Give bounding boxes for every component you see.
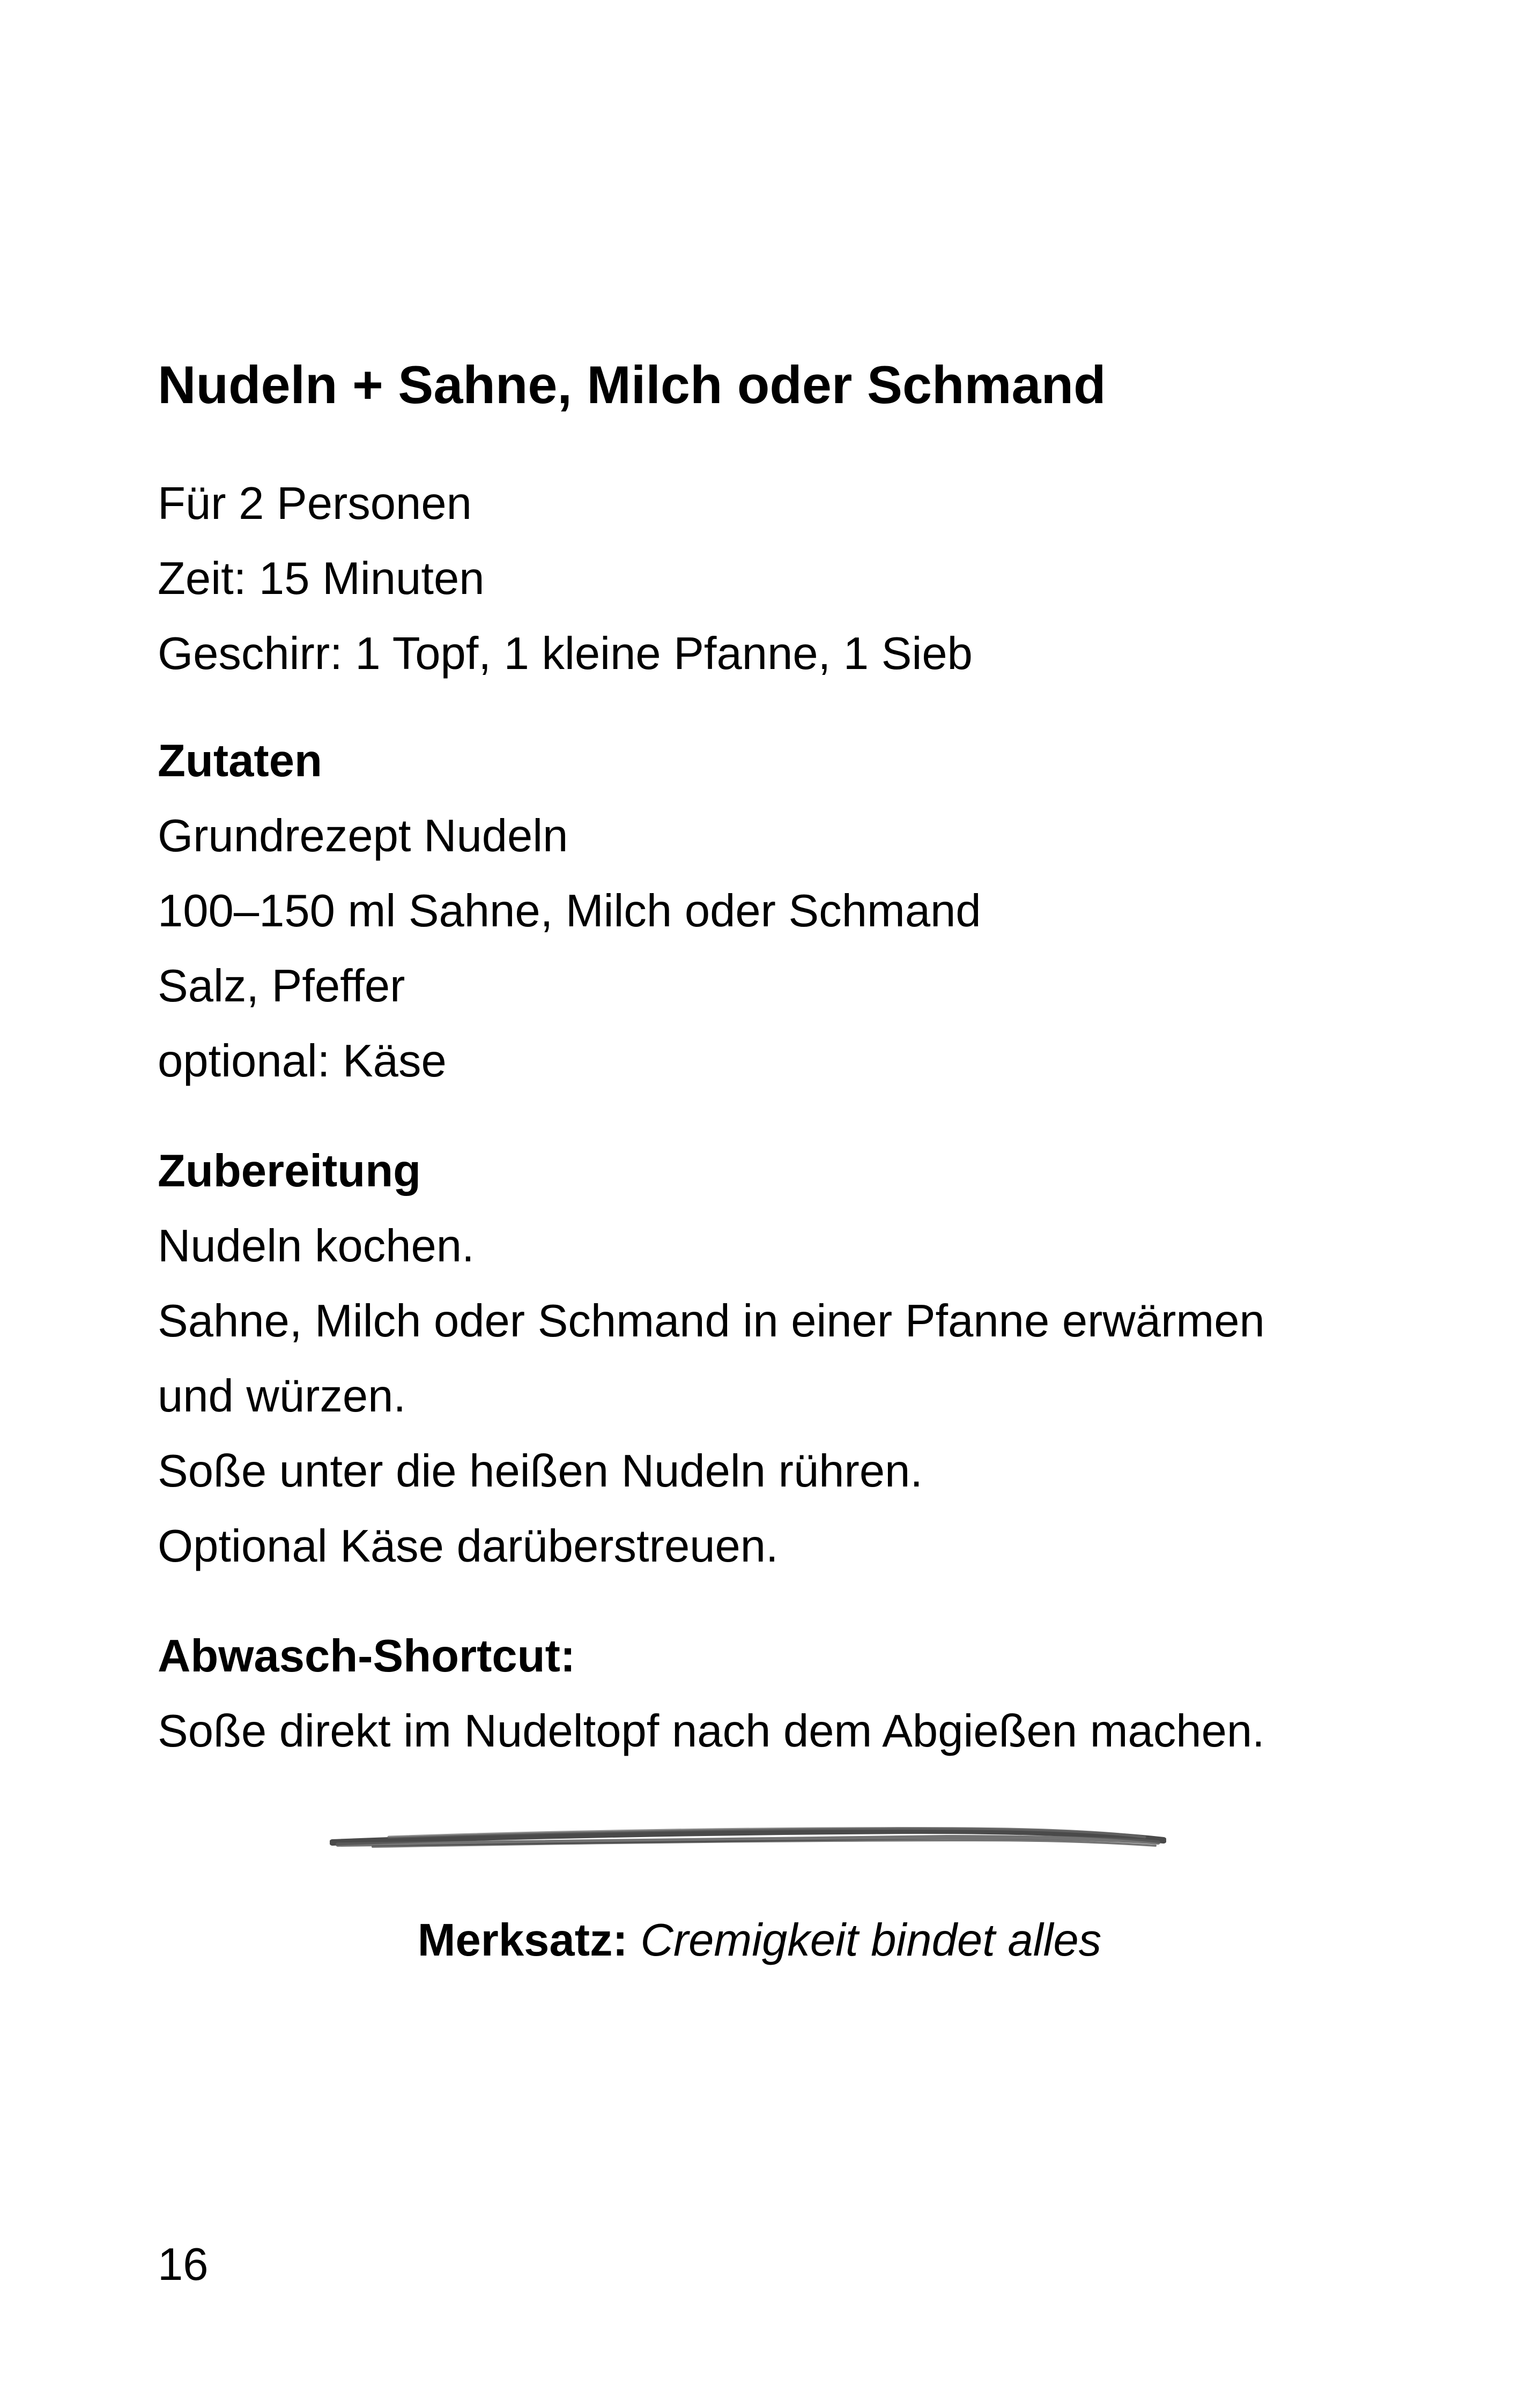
equipment-text: Geschirr: 1 Topf, 1 kleine Pfanne, 1 Sieb <box>158 628 973 679</box>
preparation-heading: Zubereitung <box>158 1146 421 1196</box>
ingredient-item: Grundrezept Nudeln <box>158 811 568 861</box>
preparation-line: Optional Käse darüberstreuen. <box>158 1521 779 1572</box>
ingredient-item: Salz, Pfeffer <box>158 961 405 1012</box>
page-number: 16 <box>158 2239 209 2290</box>
recipe-title: Nudeln + Sahne, Milch oder Schmand <box>158 355 1106 414</box>
brush-stroke-divider <box>330 1820 1166 1857</box>
ingredient-item: 100–150 ml Sahne, Milch oder Schmand <box>158 886 981 937</box>
preparation-line: Nudeln kochen. <box>158 1221 475 1272</box>
preparation-line: und würzen. <box>158 1371 406 1422</box>
merksatz-text: Cremigkeit bindet alles <box>640 1915 1102 1966</box>
merksatz-label: Merksatz: <box>417 1915 628 1966</box>
ingredient-item: optional: Käse <box>158 1036 447 1087</box>
preparation-line: Soße unter die heißen Nudeln rühren. <box>158 1446 923 1497</box>
shortcut-heading: Abwasch-Shortcut: <box>158 1631 576 1682</box>
preparation-line: Sahne, Milch oder Schmand in einer Pfanne erwärmen <box>158 1296 1265 1347</box>
time-text: Zeit: 15 Minuten <box>158 553 485 604</box>
servings-text: Für 2 Personen <box>158 478 472 529</box>
shortcut-text: Soße direkt im Nudeltopf nach dem Abgießen machen. <box>158 1706 1265 1757</box>
merksatz <box>0 1908 1519 1973</box>
ingredients-heading: Zutaten <box>158 735 322 786</box>
